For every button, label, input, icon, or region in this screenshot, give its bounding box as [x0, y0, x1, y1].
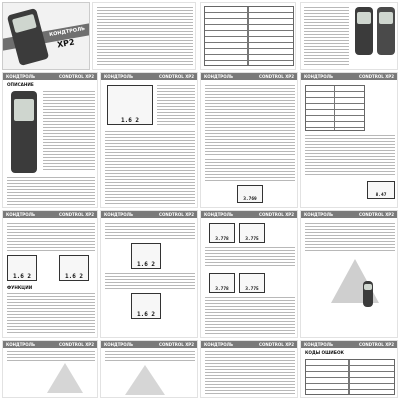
page-4: КОНДТРОЛЬ CONDTROL XP2 3.769: [200, 72, 298, 208]
page-9: КОНДТРОЛЬ CONDTROL XP2: [300, 210, 398, 338]
section-title-functions: ФУНКЦИИ: [7, 285, 33, 290]
error-codes-table: [305, 359, 395, 395]
cover-model: XP2: [56, 37, 76, 50]
page-8: КОНДТРОЛЬ CONDTROL XP2 3.778 3.775 3.778 3.775: [200, 210, 298, 338]
page-11: КОНДТРОЛЬ CONDTROL XP2: [100, 340, 198, 398]
intro-page: [92, 2, 196, 70]
cover-brand: КОНДТРОЛЬ: [48, 25, 86, 39]
units-table: [305, 85, 365, 131]
page-13: КОНДТРОЛЬ CONDTROL XP2 КОДЫ ОШИБОК: [300, 340, 398, 398]
page-7: КОНДТРОЛЬ CONDTROL XP2 1.6 2 1.6 2: [100, 210, 198, 338]
section-title-errors: КОДЫ ОШИБОК: [305, 350, 344, 355]
page-10: КОНДТРОЛЬ CONDTROL XP2: [2, 340, 98, 398]
overview-page: [300, 2, 398, 70]
section-title-description: ОПИСАНИЕ: [7, 82, 34, 87]
display-small: 8.47: [367, 181, 395, 199]
page-2: КОНДТРОЛЬ CONDTROL XP2 ОПИСАНИЕ: [2, 72, 98, 208]
display-diagram: 1.6 2: [131, 293, 161, 319]
display-small: 3.769: [237, 185, 263, 203]
spec-page: [200, 2, 296, 70]
display-diagram: 1.6 2: [107, 85, 153, 125]
cover-device-illustration: [7, 8, 49, 66]
display-diagram: 1.6 2: [59, 255, 89, 281]
spec-table: [204, 6, 294, 66]
device-illustration: [11, 91, 37, 173]
device-illustration: [363, 281, 373, 307]
page-5: КОНДТРОЛЬ CONDTROL XP2 8.47: [300, 72, 398, 208]
page-12: КОНДТРОЛЬ CONDTROL XP2: [200, 340, 298, 398]
display-diagram: 1.6 2: [131, 243, 161, 269]
page-3: КОНДТРОЛЬ CONDTROL XP2 1.6 2: [100, 72, 198, 208]
display-diagram: 1.6 2: [7, 255, 37, 281]
page-6: КОНДТРОЛЬ CONDTROL XP2 1.6 2 1.6 2 ФУНКЦИИ: [2, 210, 98, 338]
cover-page: [2, 2, 90, 70]
